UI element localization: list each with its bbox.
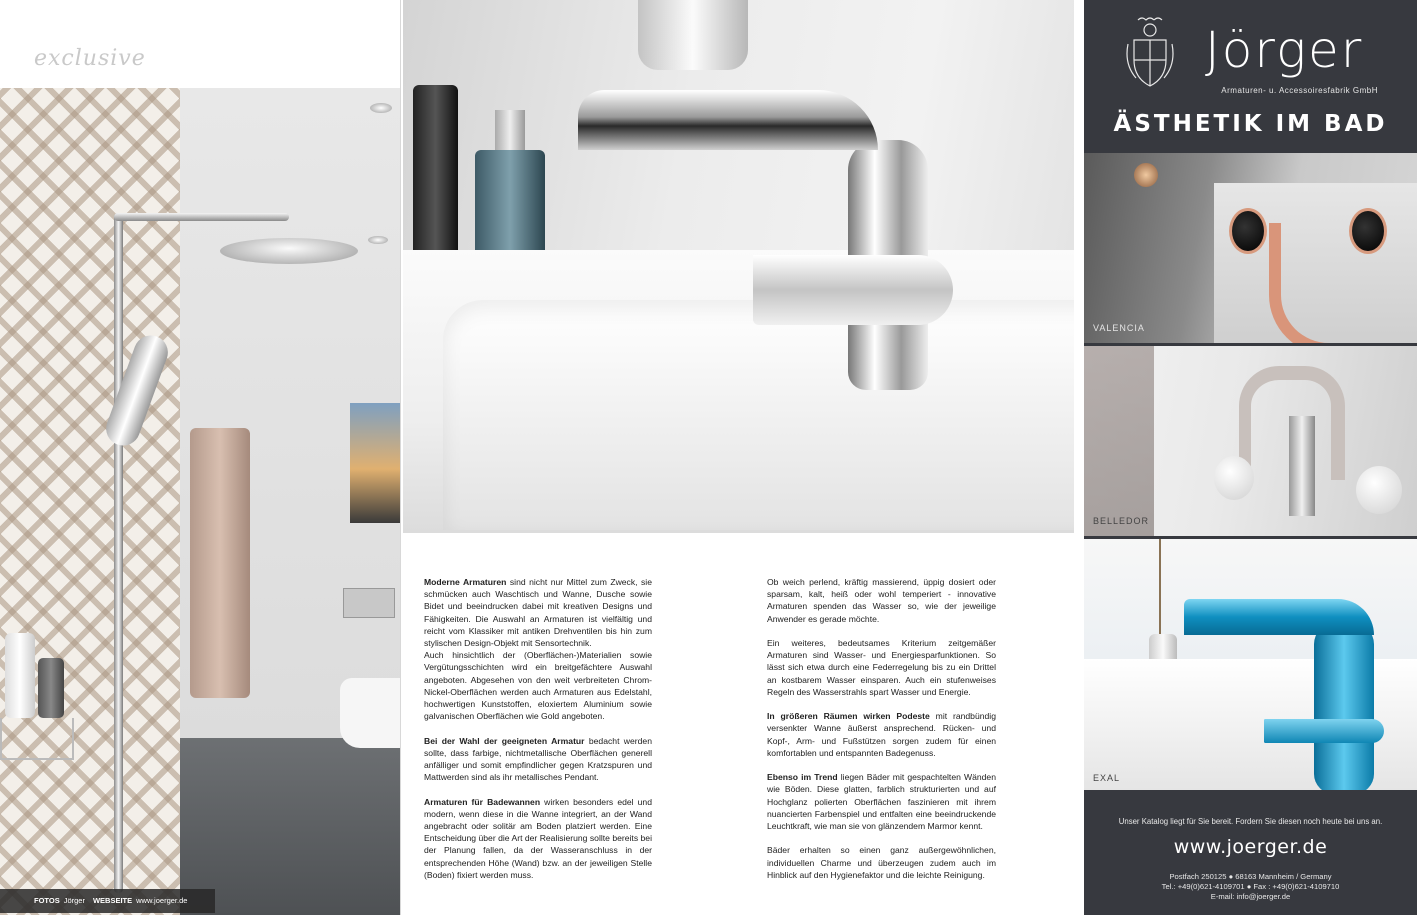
- shower-basket: [0, 718, 74, 760]
- credits-website-value: www.joerger.de: [136, 896, 188, 905]
- faucet-knob: [1349, 208, 1387, 254]
- wall-toilet: [340, 678, 400, 748]
- hero-faucet-photo: [403, 0, 1074, 533]
- product-image-valencia: [1084, 153, 1417, 343]
- paragraph-text: wirken besonders edel und modern, wenn diese in die Wanne integriert, an der Wand angebracht oder solitär am Boden platziert werden. Eine Entscheidung über die Art der Realisierung sollte bereits bei der Planung fallen, da der Wasseranschluss in der entsprechenden Höhe (Wand) bzw. an der jeweiligen Stelle (Boden) fixiert werden muss.: [424, 796, 652, 880]
- photo-credits: [0, 889, 215, 913]
- paragraph-lead: Armaturen für Badewannen: [424, 796, 541, 807]
- glass-holder: [638, 0, 748, 70]
- credits-website-label: WEBSEITE: [92, 896, 133, 905]
- catalog-note: Unser Katalog liegt für Sie bereit. Fordern Sie diesen noch heute bei uns an.: [1118, 817, 1383, 826]
- faucet-spout: [578, 90, 878, 150]
- email-address[interactable]: E-mail: info@joerger.de: [1210, 892, 1291, 901]
- phone-fax: Tel.: +49(0)621-4109701 ● Fax : +49(0)621-4109710: [1161, 882, 1340, 891]
- faucet-spout: [1184, 599, 1374, 635]
- shower-riser-pipe: [114, 213, 123, 893]
- paragraph-text: mit randbündig versenkter Wanne äußerst ansprechend. Rücken- und Kopf-, Arm- und Fußstützen sorgen zudem für einen komfortablen und entspannten Badegenuss.: [767, 711, 996, 758]
- paragraph: [424, 735, 652, 784]
- washbasin-bowl: [443, 300, 1074, 530]
- paragraph: [767, 844, 996, 881]
- faucet-body: [1314, 624, 1374, 790]
- product-image-belledor: [1084, 346, 1417, 536]
- product-image-exal: [1084, 539, 1417, 790]
- shower-photo: [0, 88, 400, 915]
- rain-shower-head: [220, 238, 358, 264]
- cosmetic-tube: [413, 85, 458, 260]
- postal-address: Postfach 250125 ● 68163 Mannheim / Germany: [1169, 872, 1332, 881]
- paragraph: [424, 796, 652, 881]
- article-column-2: [767, 576, 996, 893]
- paragraph-text: Bäder erhalten so einen ganz außergewöhnlichen, individuellen Charme und überzeugen zudem auch im Hinblick auf den Hygienefaktor und die leichte Reinigung.: [767, 845, 996, 880]
- faucet-spout: [1269, 223, 1351, 343]
- diffuser-reed: [1159, 539, 1161, 649]
- ceiling-spotlight: [368, 236, 388, 244]
- paragraph-text: Ob weich perlend, kräftig massierend, üppig dosiert oder sparsam, kalt, heiß oder wohl temperiert - innovative Armaturen spenden das Wasser so, wie der jeweilige Anwender es gerade möchte.: [767, 577, 996, 624]
- faucet-lever: [1264, 719, 1384, 743]
- paragraph-text: Ein weiteres, bedeutsames Kriterium zeitgemäßer Armaturen sind Wasser- und Energiesparfunktionen. So lässt sich etwa durch eine Federregelung bis zu ein Drittel an kostbarem Wasser einsparen. Auch ein stufenweises Regeln des Wasserstrahls spart Wasser und Energie.: [767, 638, 996, 697]
- paragraph: [767, 771, 996, 832]
- ad-headline: ÄSTHETIK IM BAD: [1113, 111, 1388, 137]
- paragraph: [424, 576, 652, 722]
- perfume-cap: [495, 110, 525, 150]
- credits-fotos-label: FOTOS: [34, 896, 60, 905]
- product-label: EXAL: [1093, 773, 1121, 783]
- wall-picture: [350, 403, 400, 523]
- article-column-1: [424, 576, 652, 893]
- paragraph-text: liegen Bäder mit gespachtelten Wänden wie Böden. Diese glatten, farblich strukturierten und auf Hochglanz polierten Oberflächen faszinieren mit ihrem nuancierten Farbenspiel und entfalten eine beeindruckende Leuchtkraft, wie man sie von glänzendem Marmor kennt.: [767, 772, 996, 832]
- ceiling-spotlight: [370, 103, 392, 113]
- product-label: BELLEDOR: [1093, 516, 1150, 526]
- paragraph: [767, 710, 996, 759]
- paragraph-lead: Bei der Wahl der geeigneten Armatur: [424, 735, 585, 746]
- faucet-body: [1289, 416, 1315, 516]
- product-label: VALENCIA: [1093, 323, 1145, 333]
- paragraph-text: bedacht werden sollte, dass farbige, nichtmetallische Oberflächen generell anfälliger und somit empfindlicher gegen Kratzspuren und Mattwerden sind als ihr metallisches Pendant.: [424, 735, 652, 783]
- shampoo-bottle: [5, 633, 35, 718]
- faucet-knob: [1356, 466, 1402, 514]
- paragraph-lead: In größeren Räumen wirken Podeste: [767, 711, 930, 722]
- background-wall: [1084, 346, 1154, 536]
- hanging-towel: [190, 428, 250, 698]
- brand-subtitle: Armaturen- u. Accessoiresfabrik GmbH: [1221, 86, 1378, 95]
- faucet-knob: [1214, 456, 1254, 500]
- masthead-exclusive: exclusive: [34, 46, 146, 71]
- flush-plate: [343, 588, 395, 618]
- coat-of-arms-icon: [1124, 14, 1176, 94]
- paragraph: [767, 637, 996, 698]
- faucet-lever: [753, 255, 953, 325]
- paragraph-text: sind nicht nur Mittel zum Zweck, sie schmücken auch Waschtisch und Wanne, Dusche sowie Bidet und beeindrucken dabei mit kreativen Designs und Fähigkeiten. Die Auswahl an Armaturen ist vielfältig und reicht vom Klassiker mit antiken Drehventilen bis hin zum stylischen Design-Objekt mit Sensortechnik.: [424, 577, 652, 649]
- brand-logo: Jörger: [1205, 21, 1364, 79]
- perfume-bottle: [475, 150, 545, 260]
- website-link[interactable]: www.joerger.de: [1173, 836, 1328, 858]
- paragraph-lead: Moderne Armaturen: [424, 577, 507, 587]
- soap-bottle: [38, 658, 64, 718]
- pendant-lamp: [1134, 163, 1158, 187]
- paragraph: [767, 576, 996, 625]
- paragraph-lead: Ebenso im Trend: [767, 772, 838, 783]
- paragraph-text: Auch hinsichtlich der (Oberflächen-)Materialien sowie Vergütungsschichten wird ein breitgefächtere Auswahl angeboten. Abgesehen von den weit verbreiteten Chrom-Nickel-Oberflächen werden auch Armaturen aus Edelstahl, hochwertigen Kunststoffen, eloxiertem Aluminium sowie galvanischen Oberflächen wie Gold angeboten.: [424, 650, 652, 722]
- shower-arm: [114, 213, 289, 221]
- faucet-knob: [1229, 208, 1267, 254]
- credits-fotos-value: Jörger: [63, 896, 85, 905]
